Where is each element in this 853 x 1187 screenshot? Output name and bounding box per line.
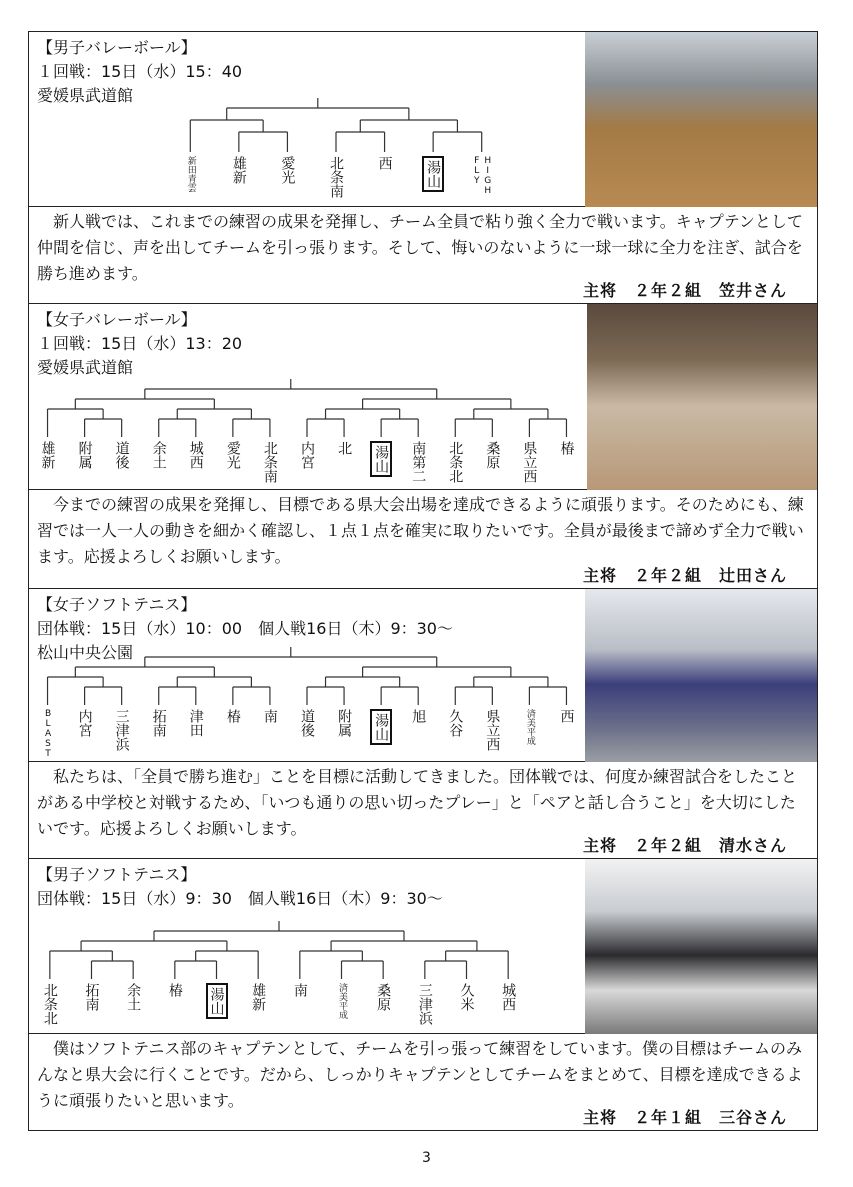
bracket-team: 余土 [125,983,142,1011]
bracket-team: 道後 [113,441,130,469]
team-photo [585,32,817,207]
bracket-team: 湯山 [206,983,228,1019]
captain-signature: 主将 ２年２組 清水さん [582,836,787,855]
captain-signature: 主将 ２年１組 三谷さん [582,1108,787,1127]
section-girls-soft-tennis [28,588,818,859]
bracket-team: 南 [291,983,308,997]
bracket-lines [29,921,529,979]
section-boys-volleyball [28,31,818,304]
bracket-team: 湯山 [422,156,444,192]
bracket-team: 西 [376,156,393,170]
bracket-team: 椿 [558,441,575,455]
bracket-team: 桑原 [375,983,392,1011]
message-text: 今までの練習の成果を発揮し、目標である県大会出場を達成できるように頑張ります。そのためにも、練習では一人一人の動きを細かく確認し、１点１点を確実に取りたいです。全員が最後まで諦めず全力で戦います。応援よろしくお願いします。 [37,495,804,566]
bracket-team: 津田 [187,709,204,737]
bracket-team: 三津浜 [416,983,433,1025]
bracket-lines [29,647,585,705]
bracket-team: 拓南 [150,709,167,737]
section-girls-volleyball [28,303,818,589]
bracket-team: 済美平成 [337,983,347,1019]
bracket-team: 三津浜 [113,709,130,751]
bracket-team: 桑原 [484,441,501,469]
bracket-team: 愛光 [224,441,241,469]
bracket-lines [29,379,585,437]
team-photo [585,589,817,762]
tournament-bracket [166,98,506,203]
bracket-lines [166,98,506,152]
message-text: 私たちは、「全員で勝ち進む」ことを目標に活動してきました。団体戦では、何度か練習試合をしたことがある中学校と対戦するため、「いつも通りの思い切ったプレー」と「ペアと話し合うこと」を大切にしたいです。応援よろしくお願いします。 [37,767,798,838]
section-header [29,859,587,1034]
bracket-team: 北条北 [41,983,58,1025]
bracket-team: 南第二 [410,441,427,483]
message-text: 新人戦では、これまでの練習の成果を発揮し、チーム全員で粘り強く全力で戦います。キャプテンとして仲間を信じ、声を出してチームを引っ張ります。そして、悔いのないように一球一球に全力を注ぎ、試合を勝ち進めます。 [37,212,803,283]
section-title: 【男子ソフトテニス】 [37,865,197,884]
section-header [29,304,589,490]
bracket-team: 県立西 [521,441,538,483]
bracket-team: HIGH FLY [471,156,493,196]
bracket-team: 拓南 [83,983,100,1011]
section-title: 【女子バレーボール】 [37,310,197,329]
tournament-bracket [29,921,529,1031]
captain-signature: 主将 ２年２組 笠井さん [582,281,787,300]
match-schedule: 団体戦：15日（水）9：30 個人戦16日（木）9：30～ [37,889,443,908]
page-number: 3 [422,1150,431,1166]
bracket-team: BLAST [43,709,54,759]
bracket-team: 湯山 [370,709,392,745]
bracket-team: 雄新 [250,983,267,1011]
bracket-team: 県立西 [484,709,501,751]
bracket-team: 湯山 [370,441,392,477]
tournament-bracket [29,379,585,484]
bracket-team: 済美平成 [524,709,535,745]
message-text: 僕はソフトテニス部のキャプテンとして、チームを引っ張って練習をしています。僕の目標はチームのみんなと県大会に行くことです。だから、しっかりキャプテンとしてチームをまとめて、目標を達成できるように頑張りたいと思います。 [37,1039,803,1110]
section-header [29,32,587,207]
tournament-bracket [29,647,585,757]
bracket-team: 雄新 [39,441,56,469]
bracket-team: 久米 [458,983,475,1011]
captain-signature: 主将 ２年２組 辻田さん [582,566,787,585]
section-title: 【男子バレーボール】 [37,38,197,57]
match-schedule: 団体戦：15日（水）10：00 個人戦16日（木）9：30～ [37,619,453,638]
bracket-team: 余土 [150,441,167,469]
team-photo [585,859,817,1034]
match-schedule: １回戦：15日（水）13：20 [37,334,243,353]
bracket-team: 内宮 [299,441,315,469]
section-info [37,308,242,380]
bracket-team: 道後 [299,709,315,737]
bracket-team: 南 [261,709,278,723]
bracket-team: 椿 [224,709,241,723]
section-title: 【女子ソフトテニス】 [37,595,197,614]
bracket-team: 西 [558,709,575,723]
match-schedule: １回戦：15日（水）15：40 [37,62,243,81]
bracket-team: 椿 [166,983,183,997]
section-boys-soft-tennis [28,858,818,1131]
section-info [37,863,443,911]
bracket-team: 北条南 [328,156,344,198]
bracket-team: 内宮 [76,709,93,737]
bracket-team: 愛光 [279,156,296,184]
bracket-team: 新田青雲 [185,156,196,192]
bracket-team: 北条南 [261,441,278,483]
venue: 松山中央公園 [37,643,134,662]
team-photo [587,304,817,490]
bracket-team: 城西 [500,983,517,1011]
section-header [29,589,587,762]
bracket-team: 城西 [187,441,204,469]
bracket-team: 雄新 [230,156,247,184]
bracket-team: 久谷 [447,709,464,737]
bracket-team: 北条北 [447,441,464,483]
venue: 愛媛県武道館 [37,86,134,105]
bracket-team: 附属 [76,441,93,469]
bracket-team: 附属 [336,709,353,737]
bracket-team: 北 [336,441,353,455]
bracket-team: 旭 [410,709,427,723]
venue: 愛媛県武道館 [37,358,134,377]
